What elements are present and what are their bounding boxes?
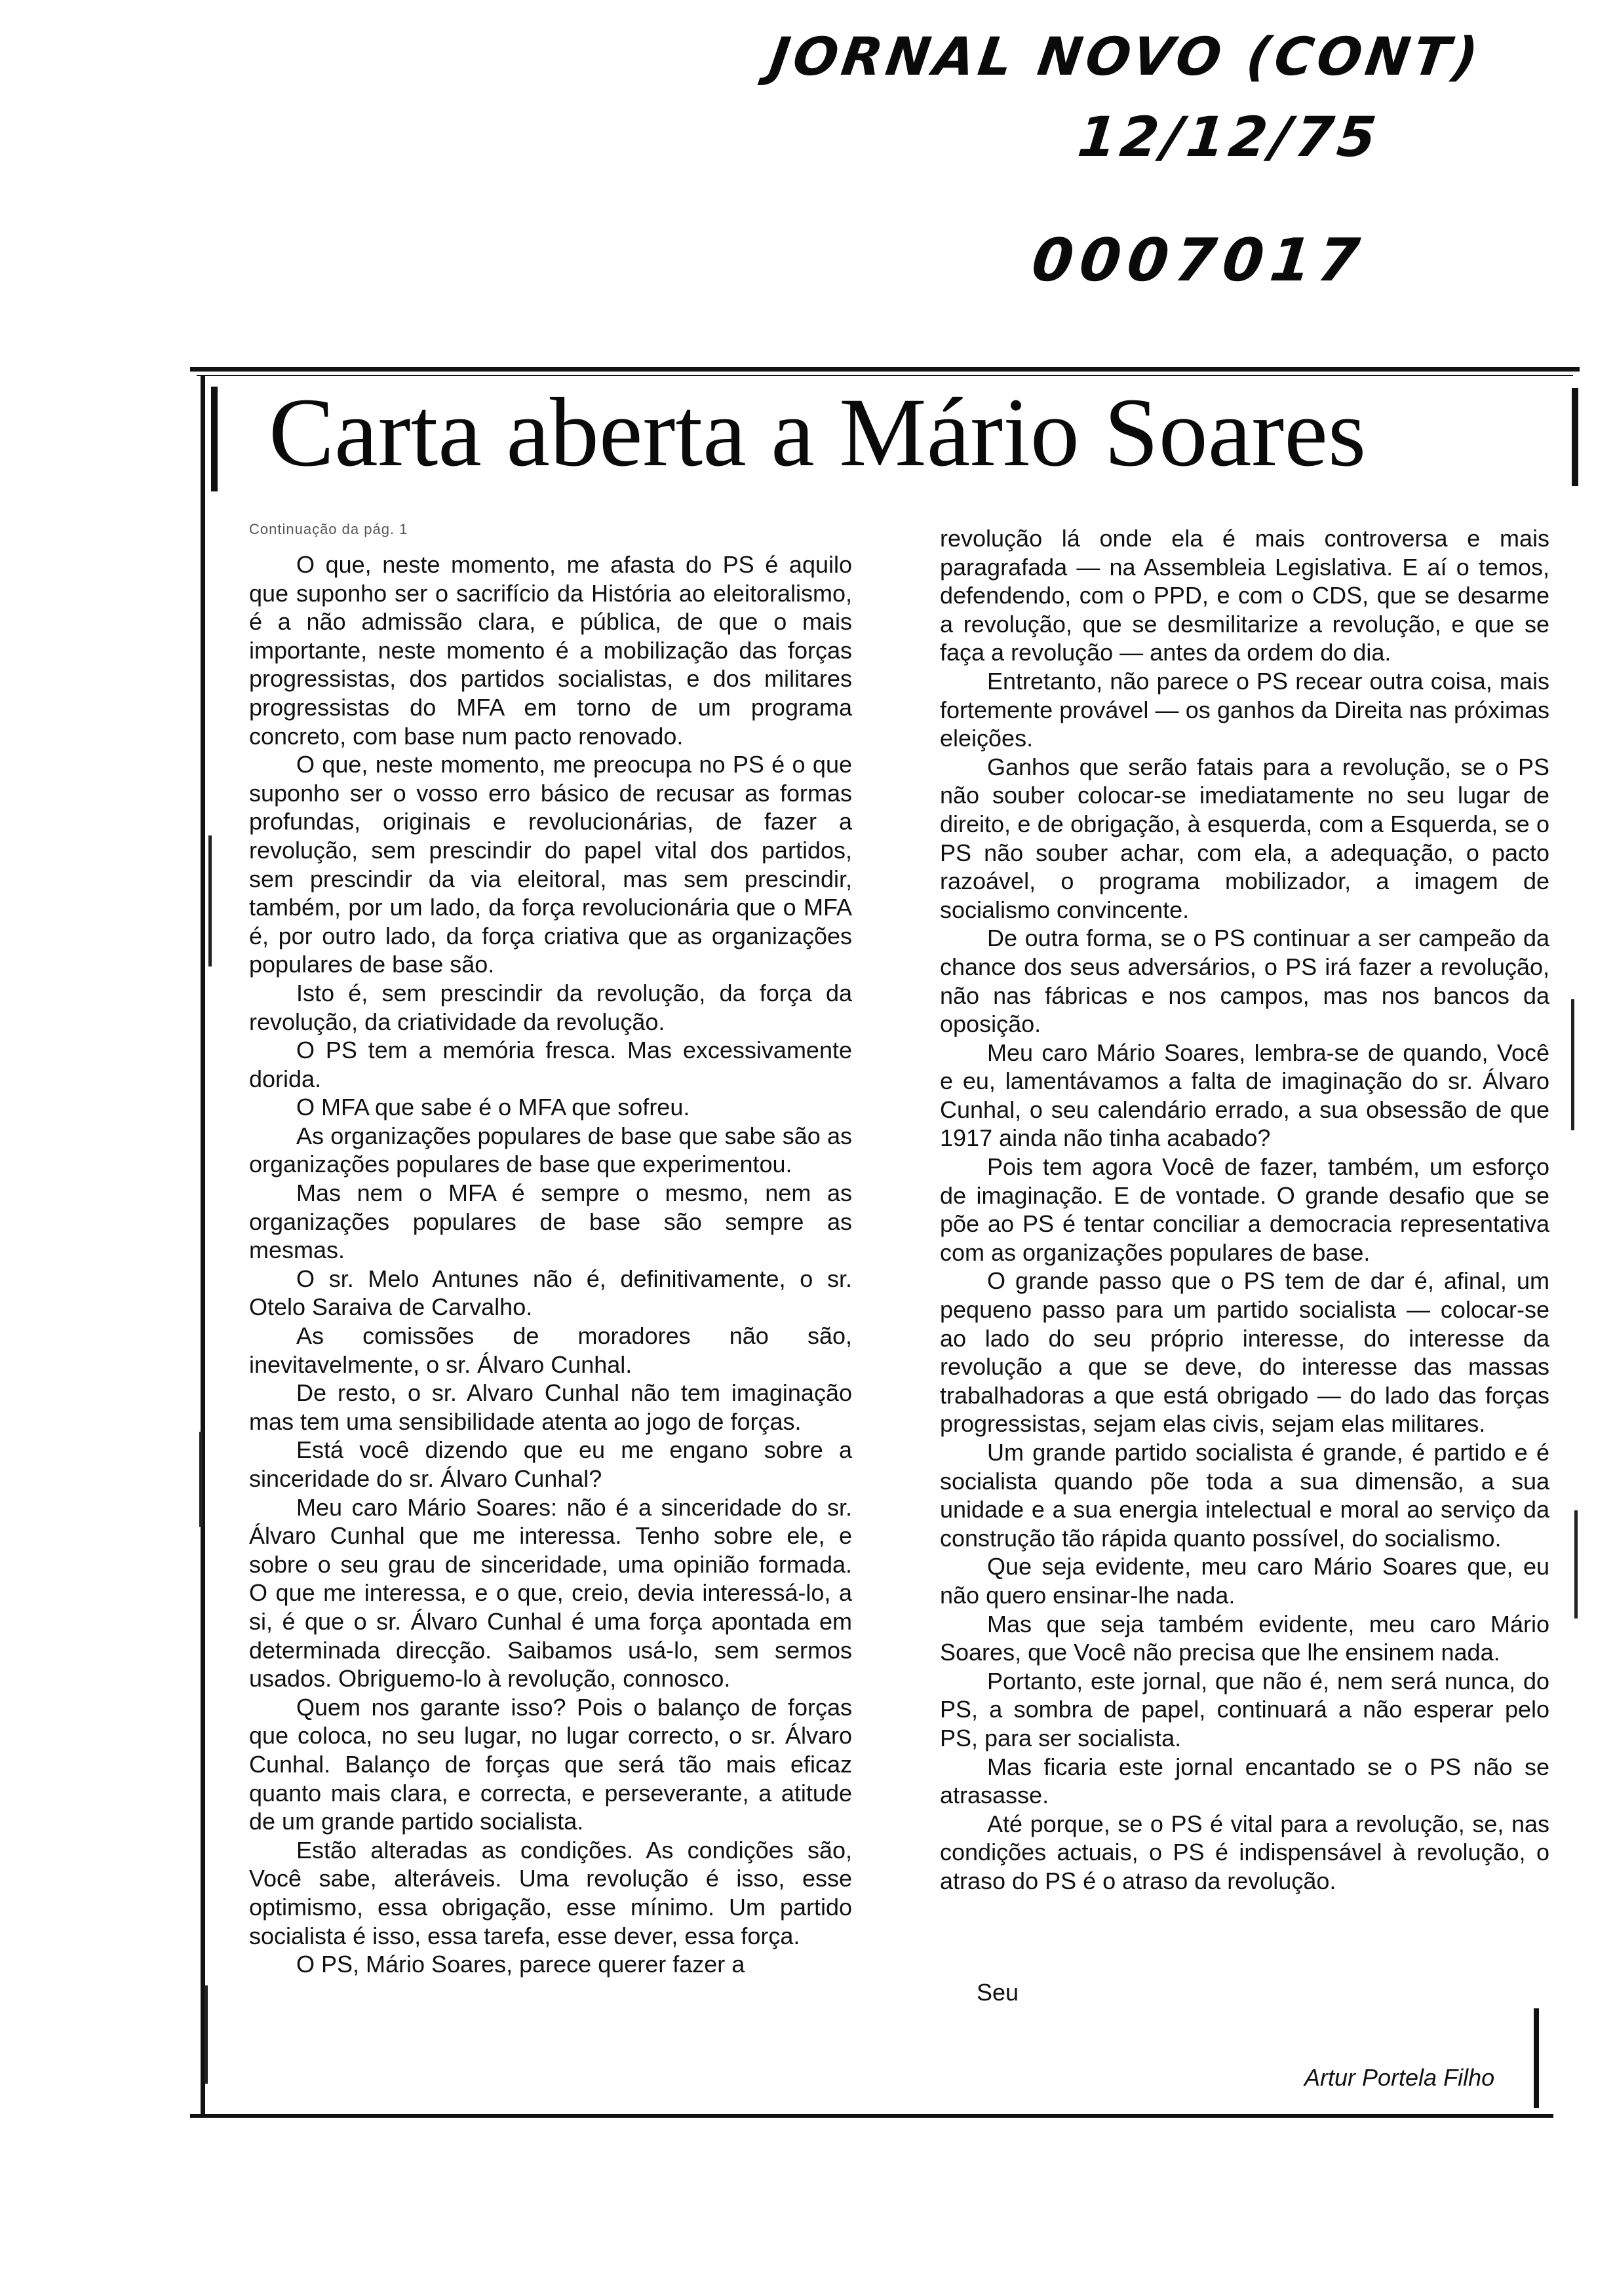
paragraph: Mas que seja também evidente, meu caro Mário Soares, que Você não precisa que lhe ensinem nada. (940, 1610, 1549, 1666)
article-headline: Carta aberta a Mário Soares (269, 378, 1367, 487)
paragraph: O que, neste momento, me preocupa no PS é o que suponho ser o vosso erro básico de recusar as formas profundas, originais e revolucionárias, de fazer a revolução, sem prescindir do papel vital dos partidos, sem prescindir da via eleitoral, mas sem prescindir, também, por um lado, da força revolucionária que o MFA é, por outro lado, da força criativa que as organizações populares de base são. (249, 751, 852, 978)
paragraph: Mas ficaria este jornal encantado se o PS não se atrasasse. (940, 1753, 1549, 1809)
paragraph: De resto, o sr. Alvaro Cunhal não tem imaginação mas tem uma sensibilidade atenta ao jogo de forças. (249, 1379, 852, 1435)
paragraph: Mas nem o MFA é sempre o mesmo, nem as organizações populares de base são sempre as mesmas. (249, 1179, 852, 1264)
paragraph: Meu caro Mário Soares: não é a sinceridade do sr. Álvaro Cunhal que me interessa. Tenho sobre ele, e sobre o seu grau de sinceridade, uma opinião formada. O que me interessa, e o que, creio, devia interessá-lo, a si, é que o sr. Álvaro Cunhal é uma força apontada em determinada direcção. Saibamos usá-lo, sem sermos usados. Obriguemo-lo à revolução, connosco. (249, 1493, 852, 1693)
paragraph: O sr. Melo Antunes não é, definitivamente, o sr. Otelo Saraiva de Carvalho. (249, 1265, 852, 1321)
paragraph: Pois tem agora Você de fazer, também, um esforço de imaginação. E de vontade. O grande desafio que se põe ao PS é tentar conciliar a democracia representativa com as organizações populares de base. (940, 1153, 1549, 1266)
paragraph: Entretanto, não parece o PS recear outra coisa, mais fortemente provável — os ganhos da Direita nas próximas eleições. (940, 667, 1549, 752)
paragraph: O PS tem a memória fresca. Mas excessivamente dorida. (249, 1037, 852, 1092)
paragraph: Ganhos que serão fatais para a revolução, se o PS não souber colocar-se imediatamente no seu lugar de direito, e de obrigação, à esquerda, com a Esquerda, se o PS não souber achar, com ela, a adequação, o pacto razoável, o programa mobilizador, a imagem de socialismo convincente. (940, 753, 1549, 923)
paragraph: O que, neste momento, me afasta do PS é aquilo que suponho ser o sacrifício da História ao eleitoralismo, é a não admissão clara, e pública, de que o mais importante, neste momento é a mobilização das forças progressistas, dos partidos socialistas, e dos militares progressistas do MFA em torno de um programa concreto, com base num pacto renovado. (249, 551, 852, 750)
paragraph: Portanto, este jornal, que não é, nem será nunca, do PS, a sombra de papel, continuará a não esperar pelo PS, para ser socialista. (940, 1667, 1549, 1751)
paragraph: De outra forma, se o PS continuar a ser campeão da chance dos seus adversários, o PS irá fazer a revolução, não nas fábricas e nos campos, mas nos bancos da oposição. (940, 925, 1549, 1038)
paragraph: Está você dizendo que eu me engano sobre a sinceridade do sr. Álvaro Cunhal? (249, 1436, 852, 1492)
paragraph: Estão alteradas as condições. As condições são, Você sabe, alteráveis. Uma revolução é isso, esse optimismo, essa obrigação, esse mínimo. Um partido socialista é isso, essa tarefa, esse dever, essa força. (249, 1836, 852, 1949)
handwritten-date: 12/12/75 (1074, 105, 1384, 169)
paragraph: Até porque, se o PS é vital para a revolução, se, nas condições actuais, o PS é indispensável à revolução, o atraso do PS é o atraso da revolução. (940, 1810, 1549, 1894)
margin-mark (199, 1432, 203, 1527)
paragraph: Quem nos garante isso? Pois o balanço de forças que coloca, no seu lugar, no lugar correcto, o sr. Álvaro Cunhal. Balanço de forças que será tão mais eficaz quanto mais clara, e correcta, e perseverante, a atitude de um grande partido socialista. (249, 1693, 852, 1835)
sign-off: Seu (977, 1979, 1019, 2006)
continuation-note: Continuação da pág. 1 (249, 521, 408, 537)
paragraph: O PS, Mário Soares, parece querer fazer a (296, 1951, 745, 1978)
paragraph: As comissões de moradores não são, inevitavelmente, o sr. Álvaro Cunhal. (249, 1322, 852, 1378)
author-signature: Artur Portela Filho (1304, 2064, 1495, 2091)
margin-mark (1574, 1510, 1578, 1618)
margin-mark (204, 1985, 208, 2084)
paragraph: revolução lá onde ela é mais controversa e mais paragrafada — na Assembleia Legislativa. E aí o temos, defendendo, com o PPD, e com o CDS, que se desarme a revolução, que se desmilitarize a revolução, e que se faça a revolução — antes da ordem do dia. (940, 525, 1549, 666)
paragraph: O MFA que sabe é o MFA que sofreu. (296, 1094, 690, 1121)
margin-mark (1571, 999, 1574, 1130)
paragraph: As organizações populares de base que sabe são as organizações populares de base que experimentou. (249, 1122, 852, 1178)
title-right-bar (1572, 388, 1578, 486)
paragraph: Que seja evidente, meu caro Mário Soares que, eu não quero ensinar-lhe nada. (940, 1553, 1549, 1609)
left-border-rule (201, 376, 205, 2116)
handwritten-source-note: JORNAL NOVO (CONT) (766, 26, 1486, 87)
paragraph: Meu caro Mário Soares, lembra-se de quando, Você e eu, lamentávamos a falta de imaginação do sr. Álvaro Cunhal, o seu calendário errado, a sua obsessão de que 1917 ainda não tinha acabado? (940, 1039, 1549, 1152)
bottom-border-rule (190, 2114, 1553, 2118)
margin-mark (208, 835, 212, 966)
article-right-column (940, 524, 1549, 1896)
paragraph: O grande passo que o PS tem de dar é, afinal, um pequeno passo para um partido socialista — colocar-se ao lado do seu próprio interesse, do interesse da revolução a que se deve, do interesse das massas trabalhadoras a que está obrigado — do lado das forças progressistas, sejam elas civis, sejam elas militares. (940, 1267, 1549, 1438)
title-left-bar (211, 387, 218, 491)
article-left-column (249, 550, 852, 1979)
paragraph: Isto é, sem prescindir da revolução, da força da revolução, da criatividade da revolução. (249, 979, 852, 1035)
paragraph: Um grande partido socialista é grande, é partido e é socialista quando põe toda a sua dimensão, a sua unidade e a sua energia intelectual e moral ao serviço da construção tão rápida quanto possível, do socialismo. (940, 1439, 1549, 1552)
handwritten-reference-number: 0007017 (1028, 226, 1369, 295)
bottom-right-bar (1534, 2008, 1539, 2108)
